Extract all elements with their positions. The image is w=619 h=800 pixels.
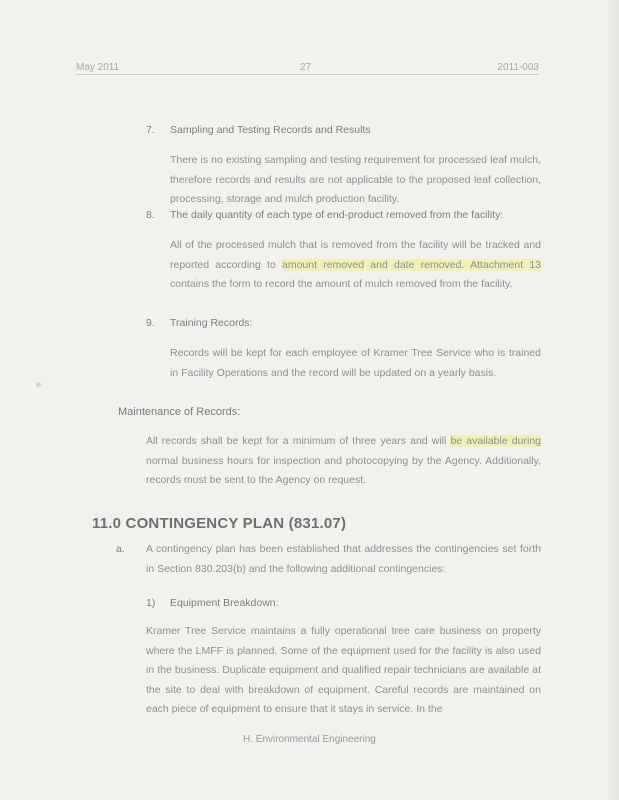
contingency-item-letter: a. [116,543,125,555]
maintenance-paragraph [146,432,541,491]
item-7-heading [146,124,371,136]
training-paragraph: Records will be kept for each employee of Kramer Tree Service who is trained in Facility Operations and the record will be updated on a yearly basis. [170,347,541,379]
item-8-heading [146,209,503,221]
page-footer: H. Environmental Engineering [243,734,376,745]
daily-quantity-text-2: contains the form to record the amount of mulch removed from the facility. [170,278,513,290]
item-8-title: The daily quantity of each type of end-product removed from the facility: [170,209,504,221]
header-page-number: 27 [300,62,312,73]
maintenance-text-1: All records shall be kept for a minimum of three years and will [146,435,447,447]
maintenance-highlight: be available during [450,435,541,447]
sub-item-number: 1) [146,597,156,609]
maintenance-text-2: normal business hours for inspection and photocopying by the Agency. Additionally, records must be sent to the Agency on request. [146,454,541,486]
header-rule [76,74,539,75]
item-8-number: 8. [146,209,155,221]
page-header [76,62,539,78]
header-date: May 2011 [76,62,120,73]
page-edge-shadow [605,0,619,800]
header-document-id: 2011-003 [497,62,539,73]
equipment-breakdown-paragraph: Kramer Tree Service maintains a fully operational tree care business on property where the LMFF is planned. Some of the equipment used for the facility is also used in the business. Duplicate equipment and qualified repair technicians are available at the site to deal with breakdown of equipment. Careful records are maintained on each piece of equipment to ensure that it stays in service. In the [146,625,541,715]
daily-quantity-paragraph [170,236,541,295]
daily-quantity-highlight: amount removed and date removed. Attachment 13 [282,258,541,271]
daily-quantity-text-1: All of the processed mulch that is removed from the facility will be tracked and reported according to [170,239,541,271]
sampling-paragraph: There is no existing sampling and testing requirement for processed leaf mulch, therefore records and results are not applicable to the proposed leaf collection, processing, storage and mulch production facility. [170,154,541,205]
maintenance-heading: Maintenance of Records: [118,406,241,418]
item-7-number: 7. [146,124,155,136]
item-9-number: 9. [146,317,155,329]
sub-item-heading [146,597,279,609]
sub-item-title: Equipment Breakdown: [170,597,279,609]
item-9-heading [146,317,252,329]
item-9-title: Training Records: [170,317,253,329]
scan-speck [36,382,41,387]
contingency-plan-title: 11.0 CONTINGENCY PLAN (831.07) [92,515,347,532]
item-7-title: Sampling and Testing Records and Results [170,124,371,136]
contingency-a-paragraph: A contingency plan has been established that addresses the contingencies set forth in Section 830.203(b) and the following additional contingencies: [146,543,541,575]
